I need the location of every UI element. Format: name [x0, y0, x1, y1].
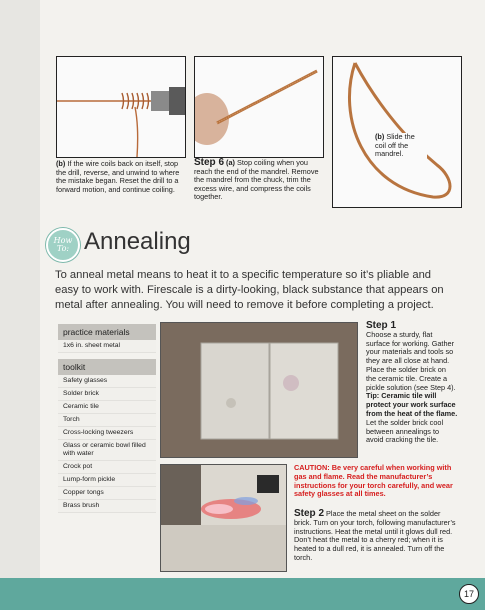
step6-heading: Step 6 — [194, 157, 225, 168]
step2-block — [294, 510, 459, 563]
caution-note: CAUTION: Be very careful when working with gas and flame. Read the manufacturer’s instructions for your torch carefully, and wear safety glasses at all times. — [294, 463, 453, 499]
left-margin-band — [0, 0, 40, 610]
caption-label: (a) — [226, 158, 235, 167]
caption-text: If the wire coils back on itself, stop the drill, reverse, and unwind to where the mistake began. Reset the drill to a forward motion, and continue coiling. — [56, 159, 180, 194]
toolkit-header: toolkit — [58, 359, 156, 375]
page-number: 17 — [459, 584, 479, 604]
materials-item: 1x6 in. sheet metal — [58, 340, 156, 353]
toolkit-item: Ceramic tile — [58, 401, 156, 414]
step1-after: Let the solder brick cool between annealings to avoid cracking the tile. — [366, 417, 444, 445]
photo-coil-off-mandrel — [332, 56, 462, 208]
photo3-caption — [375, 133, 427, 159]
materials-sidebar — [58, 324, 156, 513]
step2-text: Place the metal sheet on the solder brick. Turn on your torch, following manufacturer’s instructions. Heat the metal until it glows dull red. Don’t heat the metal to a cherry red; when it is heated to a dull red, it is annealed. Turn off the torch. — [294, 509, 456, 562]
photo-ceramic-tiles — [160, 322, 358, 458]
photo-wire-coil-drill — [56, 56, 186, 158]
how-to-badge: How To: — [46, 228, 80, 262]
materials-header: practice materials — [58, 324, 156, 340]
tip-text: Ceramic tile will protect your work surface from the heat of the flame. — [366, 391, 458, 418]
toolkit-item: Glass or ceramic bowl filled with water — [58, 440, 156, 461]
toolkit-item: Safety glasses — [58, 375, 156, 388]
photo2-caption — [194, 159, 328, 202]
tip-label: Tip: — [366, 391, 380, 401]
step1-heading: Step 1 — [366, 320, 397, 331]
toolkit-item: Cross-locking tweezers — [58, 427, 156, 440]
caption-text: Stop coiling when you reach the end of the mandrel. Remove the mandrel from the chuck, trim the excess wire, and compress the coils together. — [194, 158, 319, 202]
step1-block — [366, 322, 458, 445]
step2-heading: Step 2 — [294, 508, 325, 519]
caption-label: (b) — [375, 132, 385, 141]
section-intro: To anneal metal means to heat it to a specific temperature so it’s pliable and easy to work with. Firescale is a dirty-looking, black substance that appears on metal after annealing. You will need to remove it before completing a project. — [55, 269, 444, 311]
toolkit-item: Torch — [58, 414, 156, 427]
toolkit-item: Solder brick — [58, 388, 156, 401]
section-title: Annealing — [84, 228, 191, 255]
toolkit-item: Crock pot — [58, 461, 156, 474]
step1-text: Choose a sturdy, flat surface for working. Gather your materials and tools so they are all close at hand. Place the solder brick on the ceramic tile. Create a pickle solution (see Step 4). — [366, 329, 456, 392]
photo-torch-heating — [160, 464, 287, 572]
photo1-caption — [56, 160, 186, 194]
toolkit-item: Copper tongs — [58, 487, 156, 500]
toolkit-item: Brass brush — [58, 500, 156, 513]
photo-stop-coiling — [194, 56, 324, 158]
footer-band — [0, 578, 485, 610]
toolkit-item: Lump-form pickle — [58, 474, 156, 487]
caption-text: Slide the coil off the mandrel. — [375, 132, 415, 159]
caption-label: (b) — [56, 159, 66, 168]
